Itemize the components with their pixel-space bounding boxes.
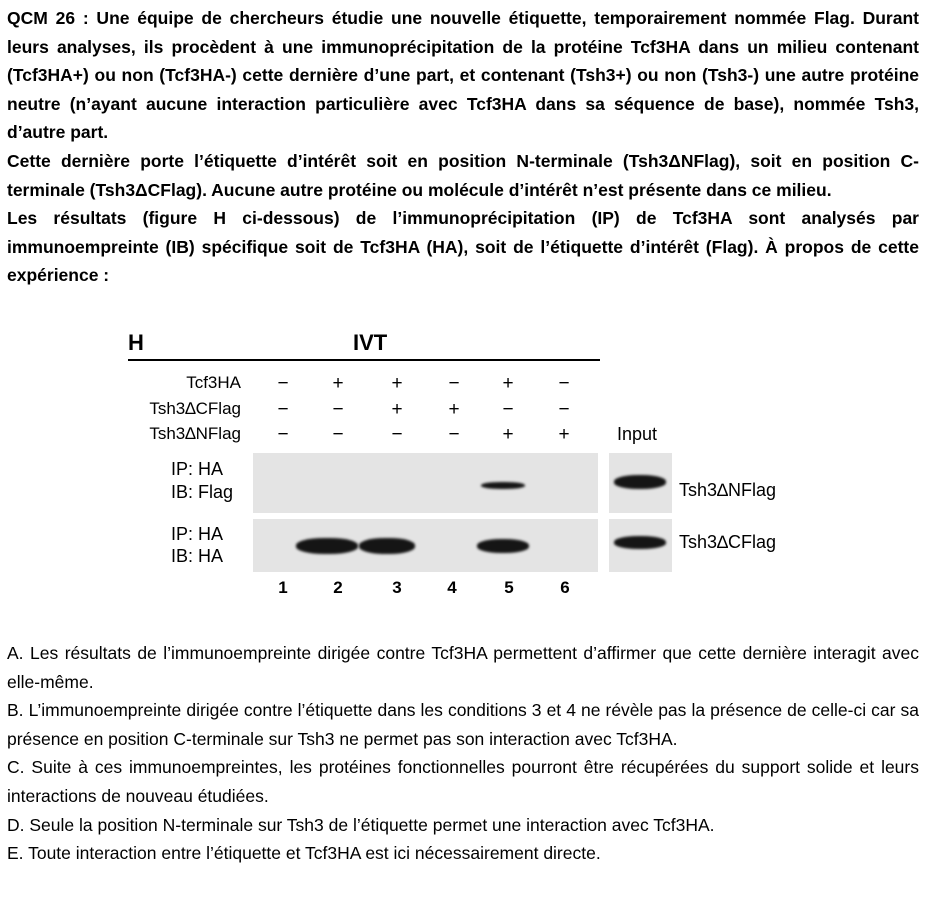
sign-cell: −	[277, 424, 289, 445]
gel-ha-blot	[253, 519, 598, 572]
question-text	[7, 4, 919, 290]
lane-number: 5	[504, 578, 514, 597]
sign-cell: +	[502, 373, 514, 394]
sign-cell: −	[332, 399, 344, 420]
ivt-title: IVT	[353, 330, 388, 355]
band-ha-lane-3	[359, 538, 415, 554]
lane-number: 2	[333, 578, 343, 597]
sign-cell: +	[448, 399, 460, 420]
lane-number: 6	[560, 578, 570, 597]
band-flag-lane-5	[481, 482, 525, 489]
blot-flag-ip-label: IP: HA	[171, 459, 224, 479]
lane-number: 1	[278, 578, 288, 597]
question-paragraph-3: Les résultats (figure H ci-dessous) de l’immunoprécipitation (IP) de Tcf3HA sont analysés par immunoempreinte (IB) spécifique soit de Tcf3HA (HA), soit de l’étiquette d’intérêt (Flag). À propos de cette expérience :	[7, 208, 919, 286]
band-input-nflag	[614, 475, 666, 489]
answer-e: E. Toute interaction entre l’étiquette et Tcf3HA est ici nécessairement directe.	[7, 843, 601, 864]
question-paragraph-2: Cette dernière porte l’étiquette d’intérêt soit en position N-terminale (Tsh3ΔNFlag), soit en position C-terminale (Tsh3ΔCFlag). Aucune autre protéine ou molécule d’intérêt n’est présente dans ce milieu.	[7, 150, 919, 200]
gel-input-nflag	[609, 453, 672, 513]
blot-ha-ip-label: IP: HA	[171, 524, 224, 544]
question-paragraph-1: QCM 26 : Une équipe de chercheurs étudie une nouvelle étiquette, temporairement nommée Flag. Durant leurs analyses, ils procèdent à une immunoprécipitation de la protéine Tcf3HA dans un milieu contenant (Tcf3HA+) ou non (Tcf3HA-) cette dernière d’une part, et contenant (Tsh3+) ou non (Tsh3-) une autre protéine neutre (n’ayant aucune interaction particulière avec Tcf3HA dans sa séquence de base), nommée Tsh3, d’autre part.	[7, 8, 919, 143]
lane-number: 4	[447, 578, 457, 597]
panel-letter: H	[128, 330, 144, 355]
input-band-label-nflag: Tsh3∆NFlag	[679, 480, 777, 500]
sign-cell: −	[502, 399, 514, 420]
sign-cell: +	[558, 424, 570, 445]
blot-flag-ib-label: IB: Flag	[171, 482, 234, 502]
sign-cell: +	[391, 399, 403, 420]
answer-b: B. L’immunoempreinte dirigée contre l’étiquette dans les conditions 3 et 4 ne révèle pas la présence de celle-ci car sa présence en position C-terminale sur Tsh3 ne permet pas son interaction avec Tcf3HA.	[7, 700, 919, 749]
sign-cell: −	[332, 424, 344, 445]
header-divider	[128, 359, 600, 361]
band-ha-lane-5	[477, 539, 529, 553]
sign-cell: −	[448, 424, 460, 445]
sign-cell: +	[332, 373, 344, 394]
input-band-label-cflag: Tsh3∆CFlag	[679, 532, 777, 552]
lane-number: 3	[392, 578, 402, 597]
sign-cell: −	[448, 373, 460, 394]
answer-d: D. Seule la position N-terminale sur Tsh3 de l’étiquette permet une interaction avec Tcf3HA.	[7, 814, 715, 835]
sign-cell: −	[277, 399, 289, 420]
band-input-cflag	[614, 536, 666, 549]
row-label-tsh3-nflag: Tsh3∆NFlag	[149, 424, 241, 443]
gel-input-cflag	[609, 519, 672, 572]
answer-options	[7, 639, 919, 868]
input-label: Input	[617, 424, 658, 444]
sign-cell: −	[558, 399, 570, 420]
answer-a: A. Les résultats de l’immunoempreinte dirigée contre Tcf3HA permettent d’affirmer que cette dernière interagit avec elle-même.	[7, 643, 919, 692]
sign-cell: +	[502, 424, 514, 445]
row-label-tsh3-cflag: Tsh3∆CFlag	[149, 399, 241, 418]
sign-cell: −	[277, 373, 289, 394]
sign-cell: −	[391, 424, 403, 445]
sign-cell: +	[391, 373, 403, 394]
row-label-tcf3ha: Tcf3HA	[186, 373, 241, 392]
blot-ha-ib-label: IB: HA	[171, 546, 224, 566]
gel-flag-blot	[253, 453, 598, 513]
band-ha-lane-2	[296, 538, 358, 554]
answer-c: C. Suite à ces immunoempreintes, les protéines fonctionnelles pourront être récupérées du support solide et leurs interactions de nouveau étudiées.	[7, 757, 919, 806]
sign-cell: −	[558, 373, 570, 394]
